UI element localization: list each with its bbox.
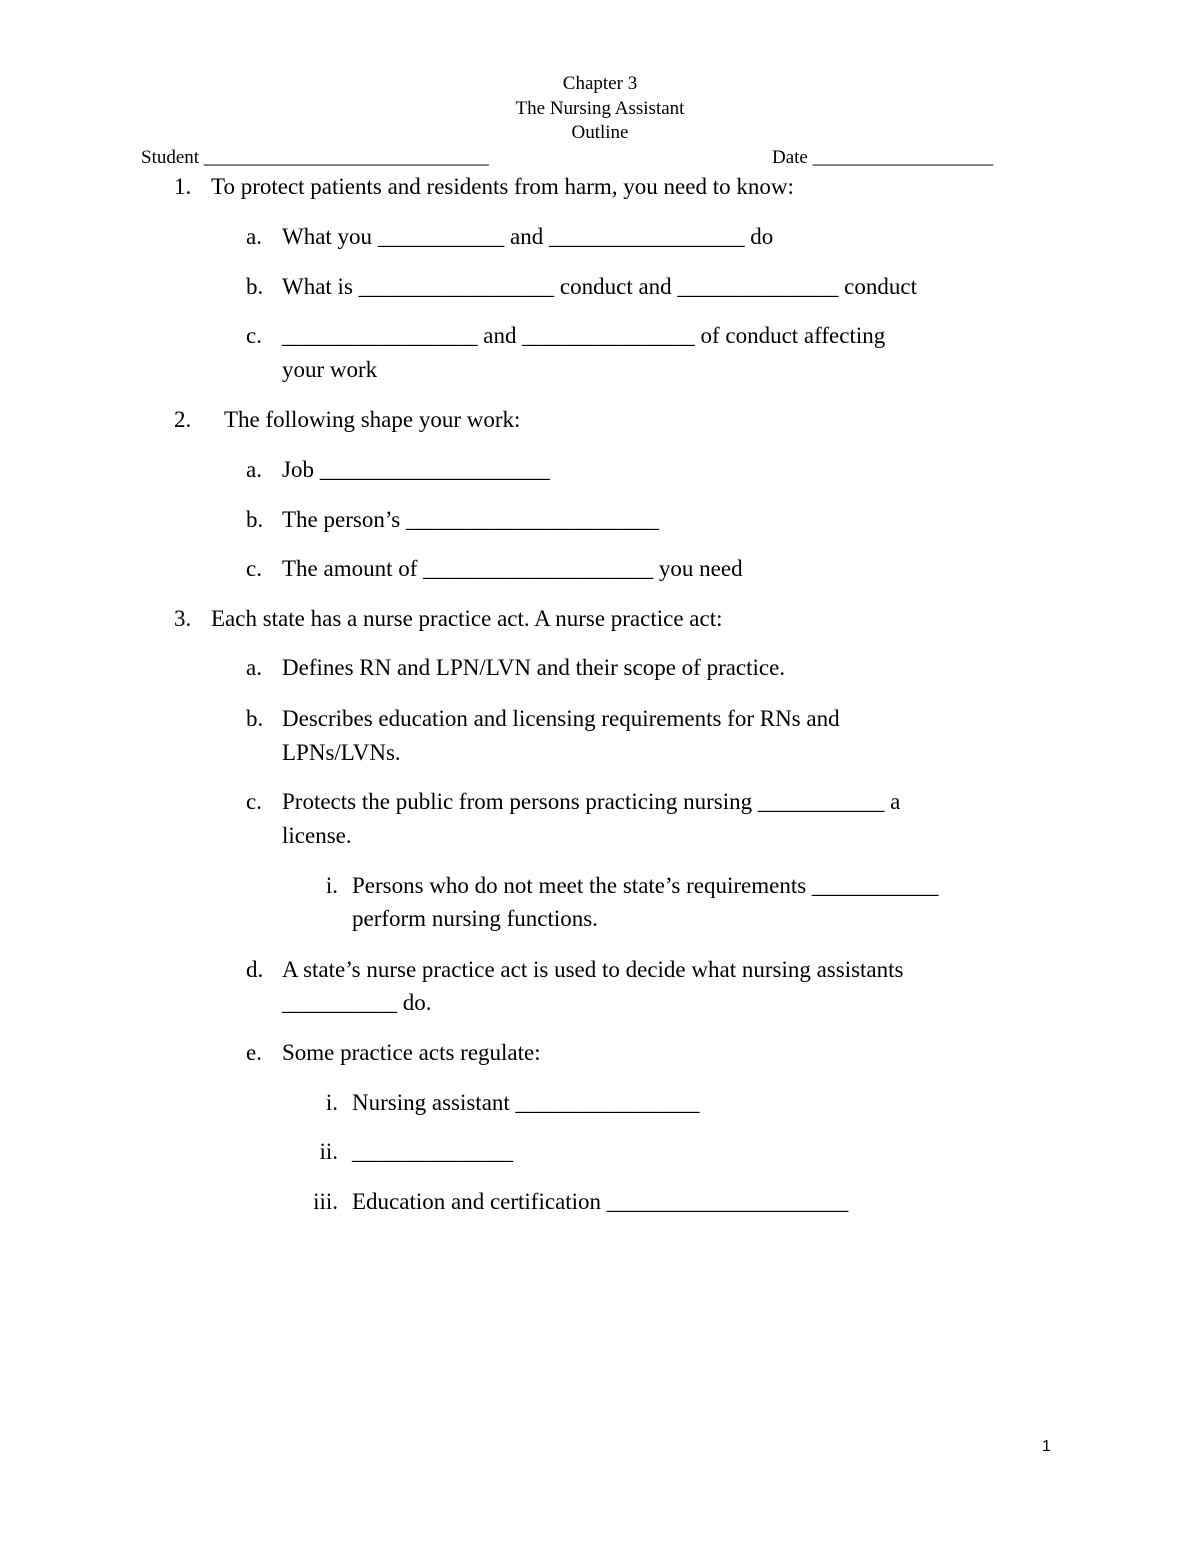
subitem-marker: c.	[246, 323, 262, 348]
subitem-marker: b.	[246, 507, 264, 532]
subitem-marker: c.	[246, 789, 262, 814]
document-title: The Nursing Assistant	[515, 98, 685, 119]
subitem-text: Defines RN and LPN/LVN and their scope of practice.	[282, 655, 786, 680]
roman-text: Education and certification _____________________	[352, 1189, 849, 1214]
roman-text-line1: Persons who do not meet the state’s requirements ___________	[352, 873, 939, 898]
item-text: The following shape your work:	[224, 407, 521, 432]
document-subtitle: Outline	[571, 122, 629, 143]
item-marker: 1.	[174, 174, 192, 199]
subitem-text: The person’s ______________________	[282, 507, 659, 532]
student-field: Student ______________________________	[141, 147, 489, 168]
subitem-text-line2: __________ do.	[282, 990, 432, 1015]
subitem-text-line1: Describes education and licensing requirements for RNs and	[282, 706, 840, 731]
item-marker: 3.	[174, 606, 192, 631]
subitem-text: What you ___________ and _________________ do	[282, 224, 774, 249]
page-number: 1	[1042, 1438, 1051, 1455]
subitem-marker: a.	[246, 224, 262, 249]
item-text: To protect patients and residents from harm, you need to know:	[211, 174, 794, 199]
roman-marker: i.	[325, 1090, 338, 1115]
subitem-marker: d.	[246, 957, 264, 982]
subitem-text: Job ____________________	[282, 457, 550, 482]
subitem-text-line2: your work	[282, 357, 378, 382]
date-field: Date ___________________	[772, 147, 994, 168]
subitem-marker: b.	[246, 274, 264, 299]
subitem-marker: c.	[246, 556, 262, 581]
item-text: Each state has a nurse practice act. A nurse practice act:	[211, 606, 723, 631]
roman-marker: ii.	[319, 1139, 338, 1164]
roman-text-line2: perform nursing functions.	[352, 906, 598, 931]
subitem-marker: b.	[246, 706, 264, 731]
subitem-marker: e.	[246, 1040, 262, 1065]
subitem-text-line1: _________________ and _______________ of conduct affecting	[282, 323, 886, 348]
subitem-marker: a.	[246, 655, 262, 680]
roman-text: ______________	[352, 1139, 513, 1164]
roman-marker: iii.	[313, 1189, 338, 1214]
subitem-text-line1: A state’s nurse practice act is used to decide what nursing assistants	[282, 957, 904, 982]
roman-marker: i.	[325, 873, 338, 898]
subitem-text-line2: LPNs/LVNs.	[282, 740, 401, 765]
subitem-text-line1: Protects the public from persons practicing nursing ___________ a	[282, 789, 901, 814]
roman-text: Nursing assistant ________________	[352, 1090, 700, 1115]
subitem-text: What is _________________ conduct and ______________ conduct	[282, 274, 917, 299]
subitem-text: The amount of ____________________ you need	[282, 556, 743, 581]
subitem-text: Some practice acts regulate:	[282, 1040, 541, 1065]
subitem-marker: a.	[246, 457, 262, 482]
subitem-text-line2: license.	[282, 823, 352, 848]
item-marker: 2.	[174, 407, 192, 432]
chapter-heading: Chapter 3	[562, 73, 638, 94]
